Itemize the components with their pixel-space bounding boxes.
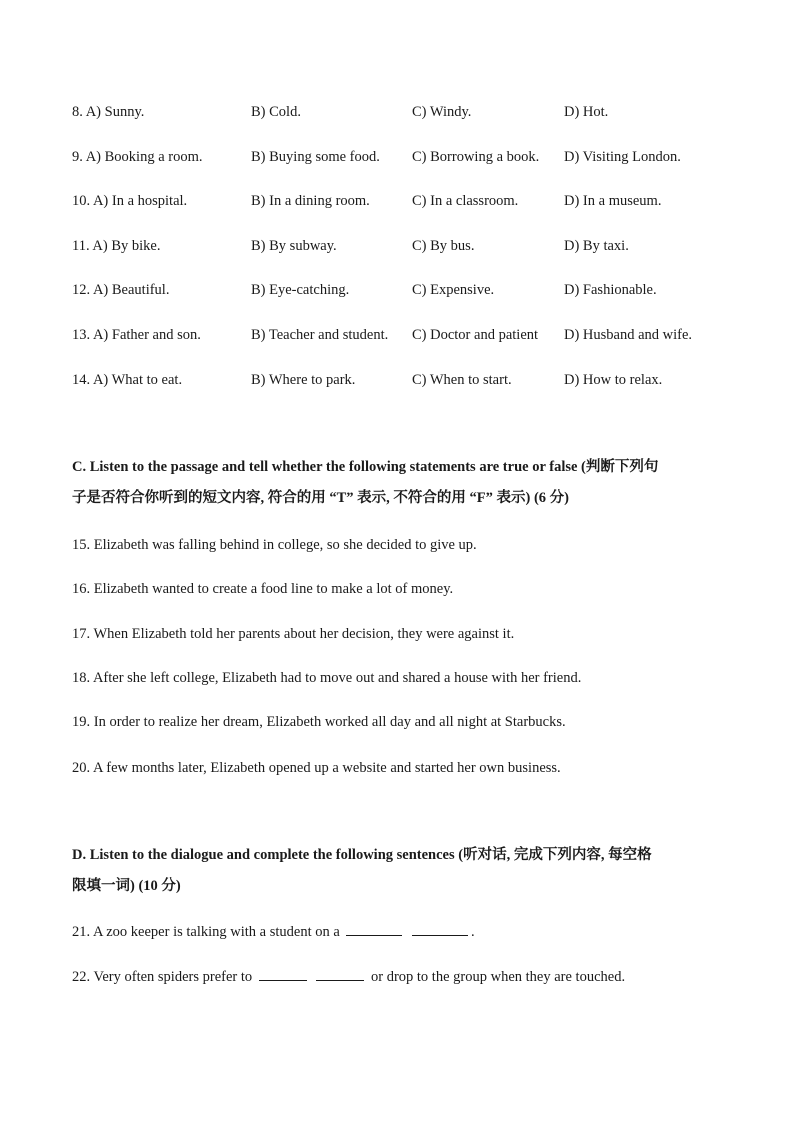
- question-22: [72, 967, 625, 987]
- question-21-end: .: [471, 924, 475, 940]
- option-c: C) In a classroom.: [412, 193, 519, 209]
- option-b: B) Where to park.: [251, 372, 356, 388]
- question-14: [72, 370, 752, 390]
- question-11: [72, 236, 752, 256]
- question-12: [72, 280, 752, 300]
- option-c: C) Expensive.: [412, 282, 495, 298]
- statement-16: 16. Elizabeth wanted to create a food line to make a lot of money.: [72, 581, 454, 597]
- section-c-heading: [72, 452, 732, 514]
- option-c: C) Windy.: [412, 104, 472, 120]
- statement-18: 18. After she left college, Elizabeth had to move out and shared a house with her friend.: [72, 670, 582, 686]
- option-b: B) Eye-catching.: [251, 282, 350, 298]
- question-13: [72, 325, 752, 345]
- question-8: [72, 102, 752, 122]
- section-c-heading-line2: 子是否符合你听到的短文内容, 符合的用 “T” 表示, 不符合的用 “F” 表示) (6 分): [72, 490, 570, 506]
- option-a: 12. A) Beautiful.: [72, 282, 170, 298]
- statement-20: 20. A few months later, Elizabeth opened up a website and started her own business.: [72, 760, 561, 776]
- option-c: C) By bus.: [412, 238, 475, 254]
- option-b: B) Buying some food.: [251, 149, 380, 165]
- option-b: B) In a dining room.: [251, 193, 370, 209]
- option-a: 13. A) Father and son.: [72, 327, 201, 343]
- option-d: D) Fashionable.: [564, 282, 657, 298]
- option-d: D) In a museum.: [564, 193, 662, 209]
- option-c: C) Doctor and patient: [412, 327, 539, 343]
- option-a: 11. A) By bike.: [72, 238, 161, 254]
- option-a: 14. A) What to eat.: [72, 372, 183, 388]
- section-c-heading-line1: C. Listen to the passage and tell whether the following statements are true or false (判断下列句: [72, 459, 659, 475]
- question-22-end: or drop to the group when they are touched.: [371, 969, 626, 985]
- option-a: 9. A) Booking a room.: [72, 149, 203, 165]
- option-d: D) How to relax.: [564, 372, 663, 388]
- statement-15: 15. Elizabeth was falling behind in college, so she decided to give up.: [72, 537, 477, 553]
- option-b: B) Cold.: [251, 104, 301, 120]
- answer-blank-22b[interactable]: [316, 967, 364, 981]
- question-9: [72, 147, 752, 167]
- statement-19: 19. In order to realize her dream, Elizabeth worked all day and all night at Starbucks.: [72, 714, 566, 730]
- answer-blank-22a[interactable]: [259, 967, 307, 981]
- answer-blank-21a[interactable]: [346, 922, 402, 936]
- question-21: [72, 922, 475, 942]
- section-d-heading-line1: D. Listen to the dialogue and complete the following sentences (听对话, 完成下列内容, 每空格: [72, 847, 652, 863]
- section-d-heading-line2: 限填一词) (10 分): [72, 878, 181, 894]
- option-a: 8. A) Sunny.: [72, 104, 145, 120]
- statement-17: 17. When Elizabeth told her parents about her decision, they were against it.: [72, 626, 515, 642]
- question-10: [72, 191, 752, 211]
- option-c: C) Borrowing a book.: [412, 149, 540, 165]
- section-d-heading: [72, 840, 732, 902]
- option-b: B) Teacher and student.: [251, 327, 389, 343]
- option-c: C) When to start.: [412, 372, 512, 388]
- option-d: D) By taxi.: [564, 238, 629, 254]
- question-21-text: 21. A zoo keeper is talking with a student on a: [72, 924, 340, 940]
- option-d: D) Visiting London.: [564, 149, 681, 165]
- option-a: 10. A) In a hospital.: [72, 193, 188, 209]
- option-d: D) Husband and wife.: [564, 327, 693, 343]
- answer-blank-21b[interactable]: [412, 922, 468, 936]
- question-22-text: 22. Very often spiders prefer to: [72, 969, 253, 985]
- option-b: B) By subway.: [251, 238, 337, 254]
- option-d: D) Hot.: [564, 104, 609, 120]
